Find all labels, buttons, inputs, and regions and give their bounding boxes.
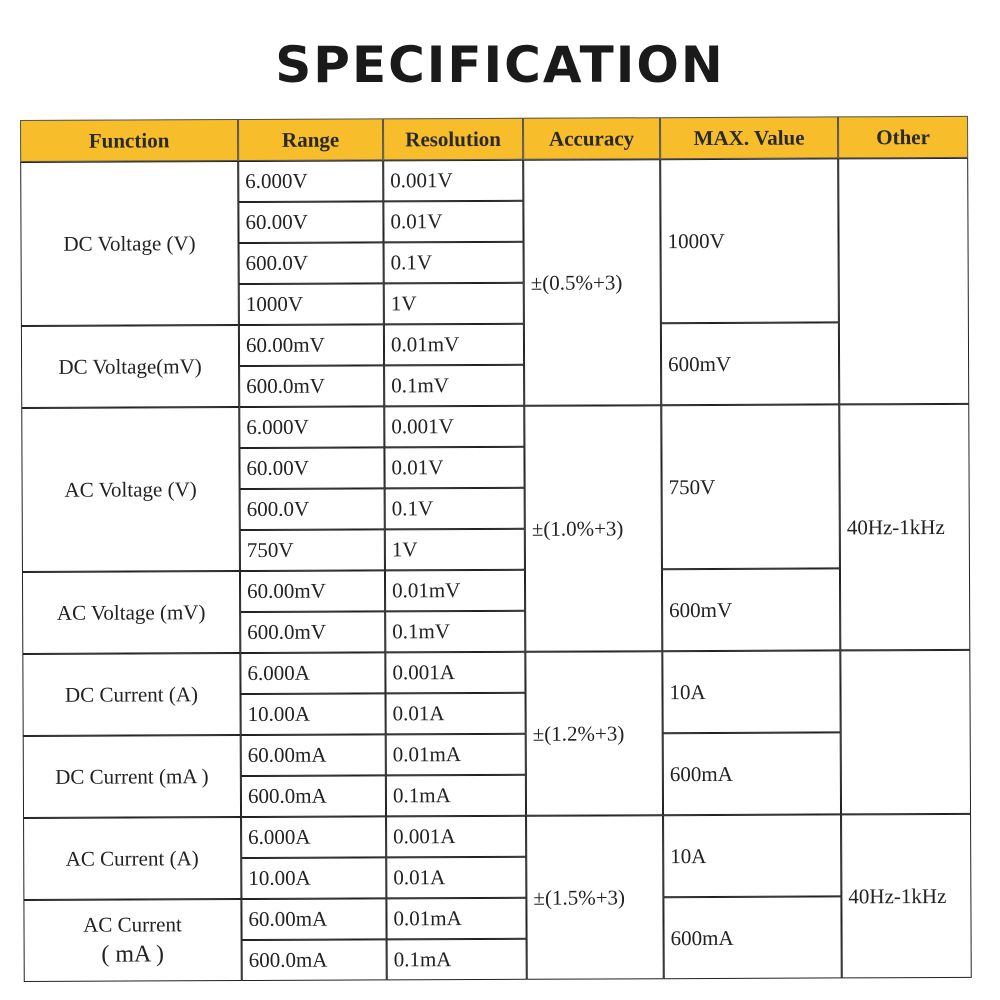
resolution-cell: 0.01mA (386, 898, 526, 940)
range-cell: 6.000V (238, 160, 383, 202)
resolution-cell: 0.01A (386, 693, 526, 735)
function-ac-current-a: AC Current (A) (23, 817, 241, 900)
accuracy-ac-current: ±(1.5%+3) (526, 815, 664, 980)
range-cell: 60.00mV (239, 324, 384, 366)
resolution-cell: 0.01V (383, 201, 523, 243)
range-cell: 10.00A (241, 693, 386, 735)
accuracy-dc-current: ±(1.2%+3) (525, 651, 663, 816)
resolution-cell: 0.01mV (385, 570, 525, 612)
range-cell: 6.000V (239, 406, 384, 448)
resolution-cell: 1V (384, 283, 524, 325)
accuracy-ac-voltage: ±(1.0%+3) (524, 405, 662, 652)
page-title: SPECIFICATION (275, 36, 725, 94)
range-cell: 600.0mA (241, 775, 386, 817)
function-ac-current-ma-line1: AC Current (83, 911, 182, 937)
resolution-cell: 0.1mV (384, 365, 524, 407)
range-cell: 600.0mA (242, 939, 387, 981)
function-dc-current-a: DC Current (A) (22, 653, 240, 736)
max-value-ac-voltage-v: 750V (661, 404, 840, 569)
max-value-ac-current-ma: 600mA (663, 896, 841, 979)
max-value-ac-voltage-mv: 600mV (662, 568, 840, 651)
resolution-cell: 0.1mA (387, 939, 527, 981)
function-ac-voltage-v: AC Voltage (V) (21, 407, 240, 572)
range-cell: 10.00A (241, 857, 386, 899)
header-range: Range (238, 118, 383, 161)
function-dc-voltage-v: DC Voltage (V) (20, 161, 239, 326)
range-cell: 1000V (239, 283, 384, 325)
resolution-cell: 0.01A (386, 857, 526, 899)
header-other: Other (838, 116, 968, 159)
range-cell: 6.000A (241, 816, 386, 858)
range-cell: 600.0V (239, 242, 384, 284)
function-ac-current-ma-line2: ( mA ) (101, 941, 165, 968)
other-ac-voltage: 40Hz-1kHz (839, 404, 970, 651)
range-cell: 750V (240, 529, 385, 571)
max-value-dc-current-a: 10A (662, 650, 840, 733)
range-cell: 6.000A (240, 652, 385, 694)
resolution-cell: 0.01mV (384, 324, 524, 366)
resolution-cell: 0.01V (384, 447, 524, 489)
range-cell: 60.00mA (241, 898, 386, 940)
header-max-value: MAX. Value (660, 116, 838, 159)
function-ac-current-ma (23, 899, 241, 982)
range-cell: 600.0V (240, 488, 385, 530)
other-dc-voltage (838, 158, 969, 405)
resolution-cell: 0.001A (386, 816, 526, 858)
range-cell: 600.0mV (240, 611, 385, 653)
range-cell: 60.00mV (240, 570, 385, 612)
resolution-cell: 0.001A (385, 652, 525, 694)
max-value-dc-voltage-v: 1000V (660, 158, 839, 323)
other-dc-current (840, 650, 971, 815)
header-accuracy: Accuracy (523, 117, 660, 160)
resolution-cell: 0.1V (384, 242, 524, 284)
max-value-ac-current-a: 10A (663, 814, 841, 897)
accuracy-dc-voltage: ±(0.5%+3) (523, 159, 661, 406)
max-value-dc-current-ma: 600mA (663, 732, 841, 815)
resolution-cell: 0.1mA (386, 775, 526, 817)
header-resolution: Resolution (383, 118, 523, 161)
resolution-cell: 0.001V (384, 406, 524, 448)
header-function: Function (20, 119, 238, 162)
function-dc-voltage-mv: DC Voltage(mV) (21, 325, 239, 408)
resolution-cell: 0.001V (383, 160, 523, 202)
function-ac-voltage-mv: AC Voltage (mV) (22, 571, 240, 654)
specification-table (20, 116, 972, 982)
resolution-cell: 1V (385, 529, 525, 571)
resolution-cell: 0.1mV (385, 611, 525, 653)
range-cell: 60.00V (239, 447, 384, 489)
resolution-cell: 0.1V (385, 488, 525, 530)
range-cell: 600.0mV (239, 365, 384, 407)
max-value-dc-voltage-mv: 600mV (661, 322, 839, 405)
other-ac-current: 40Hz-1kHz (841, 814, 972, 979)
resolution-cell: 0.01mA (386, 734, 526, 776)
range-cell: 60.00mA (241, 734, 386, 776)
range-cell: 60.00V (238, 201, 383, 243)
function-dc-current-ma: DC Current (mA ) (23, 735, 241, 818)
